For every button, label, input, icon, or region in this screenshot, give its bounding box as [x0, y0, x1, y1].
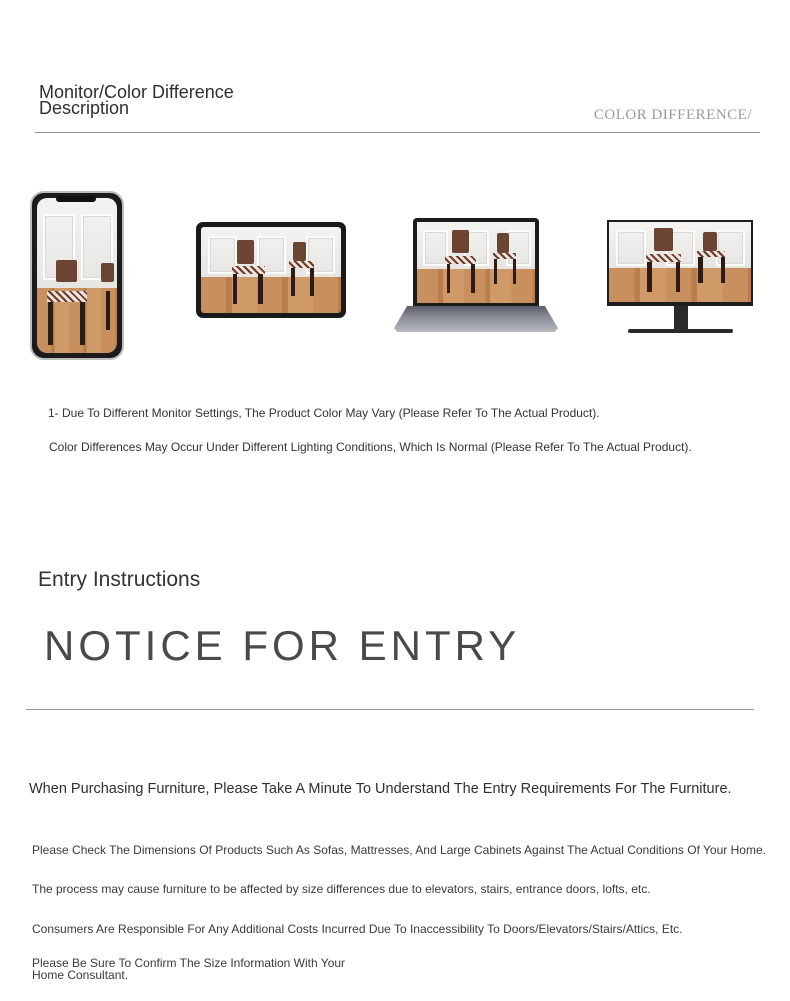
notice-banner: NOTICE FOR ENTRY: [44, 622, 521, 669]
product-photo: [609, 222, 751, 302]
section-title-entry: Entry Instructions: [38, 568, 201, 591]
entry-instruction-item: Please Be Sure To Confirm The Size Information With Your Home Consultant.: [32, 956, 346, 982]
monitor-icon: [607, 220, 753, 306]
laptop-icon: [413, 218, 539, 306]
monitor-base: [628, 329, 733, 333]
monitor-stand: [674, 306, 688, 330]
color-note: Color Differences May Occur Under Different Lighting Conditions, Which Is Normal (Please Refer To The Actual Product).: [49, 440, 692, 454]
product-photo: [417, 222, 535, 303]
laptop-keyboard-base: [394, 306, 558, 332]
product-photo: [201, 227, 341, 313]
phone-notch: [56, 196, 96, 202]
product-photo: [37, 198, 117, 353]
divider: [26, 709, 754, 710]
entry-instruction-item: The process may cause furniture to be affected by size differences due to elevators, stairs, entrance doors, lofts, etc.: [32, 882, 651, 896]
divider: [35, 132, 760, 133]
color-note: 1- Due To Different Monitor Settings, The Product Color May Vary (Please Refer To The Actual Product).: [48, 406, 600, 420]
entry-instruction-item: Please Check The Dimensions Of Products Such As Sofas, Mattresses, And Large Cabinets Against The Actual Conditions Of Your Home.: [32, 843, 766, 857]
section-title-color-difference: Monitor/Color Difference Description: [39, 82, 234, 118]
section-subtitle-color-difference: COLOR DIFFERENCE/: [593, 107, 752, 123]
entry-instruction-item: Consumers Are Responsible For Any Additional Costs Incurred Due To Inaccessibility To Doors/Elevators/Stairs/Attics, Etc.: [32, 922, 683, 936]
tablet-icon: [196, 222, 346, 318]
phone-icon: [30, 191, 124, 360]
entry-lead-text: When Purchasing Furniture, Please Take A Minute To Understand The Entry Requirements For The Furniture.: [29, 781, 732, 797]
